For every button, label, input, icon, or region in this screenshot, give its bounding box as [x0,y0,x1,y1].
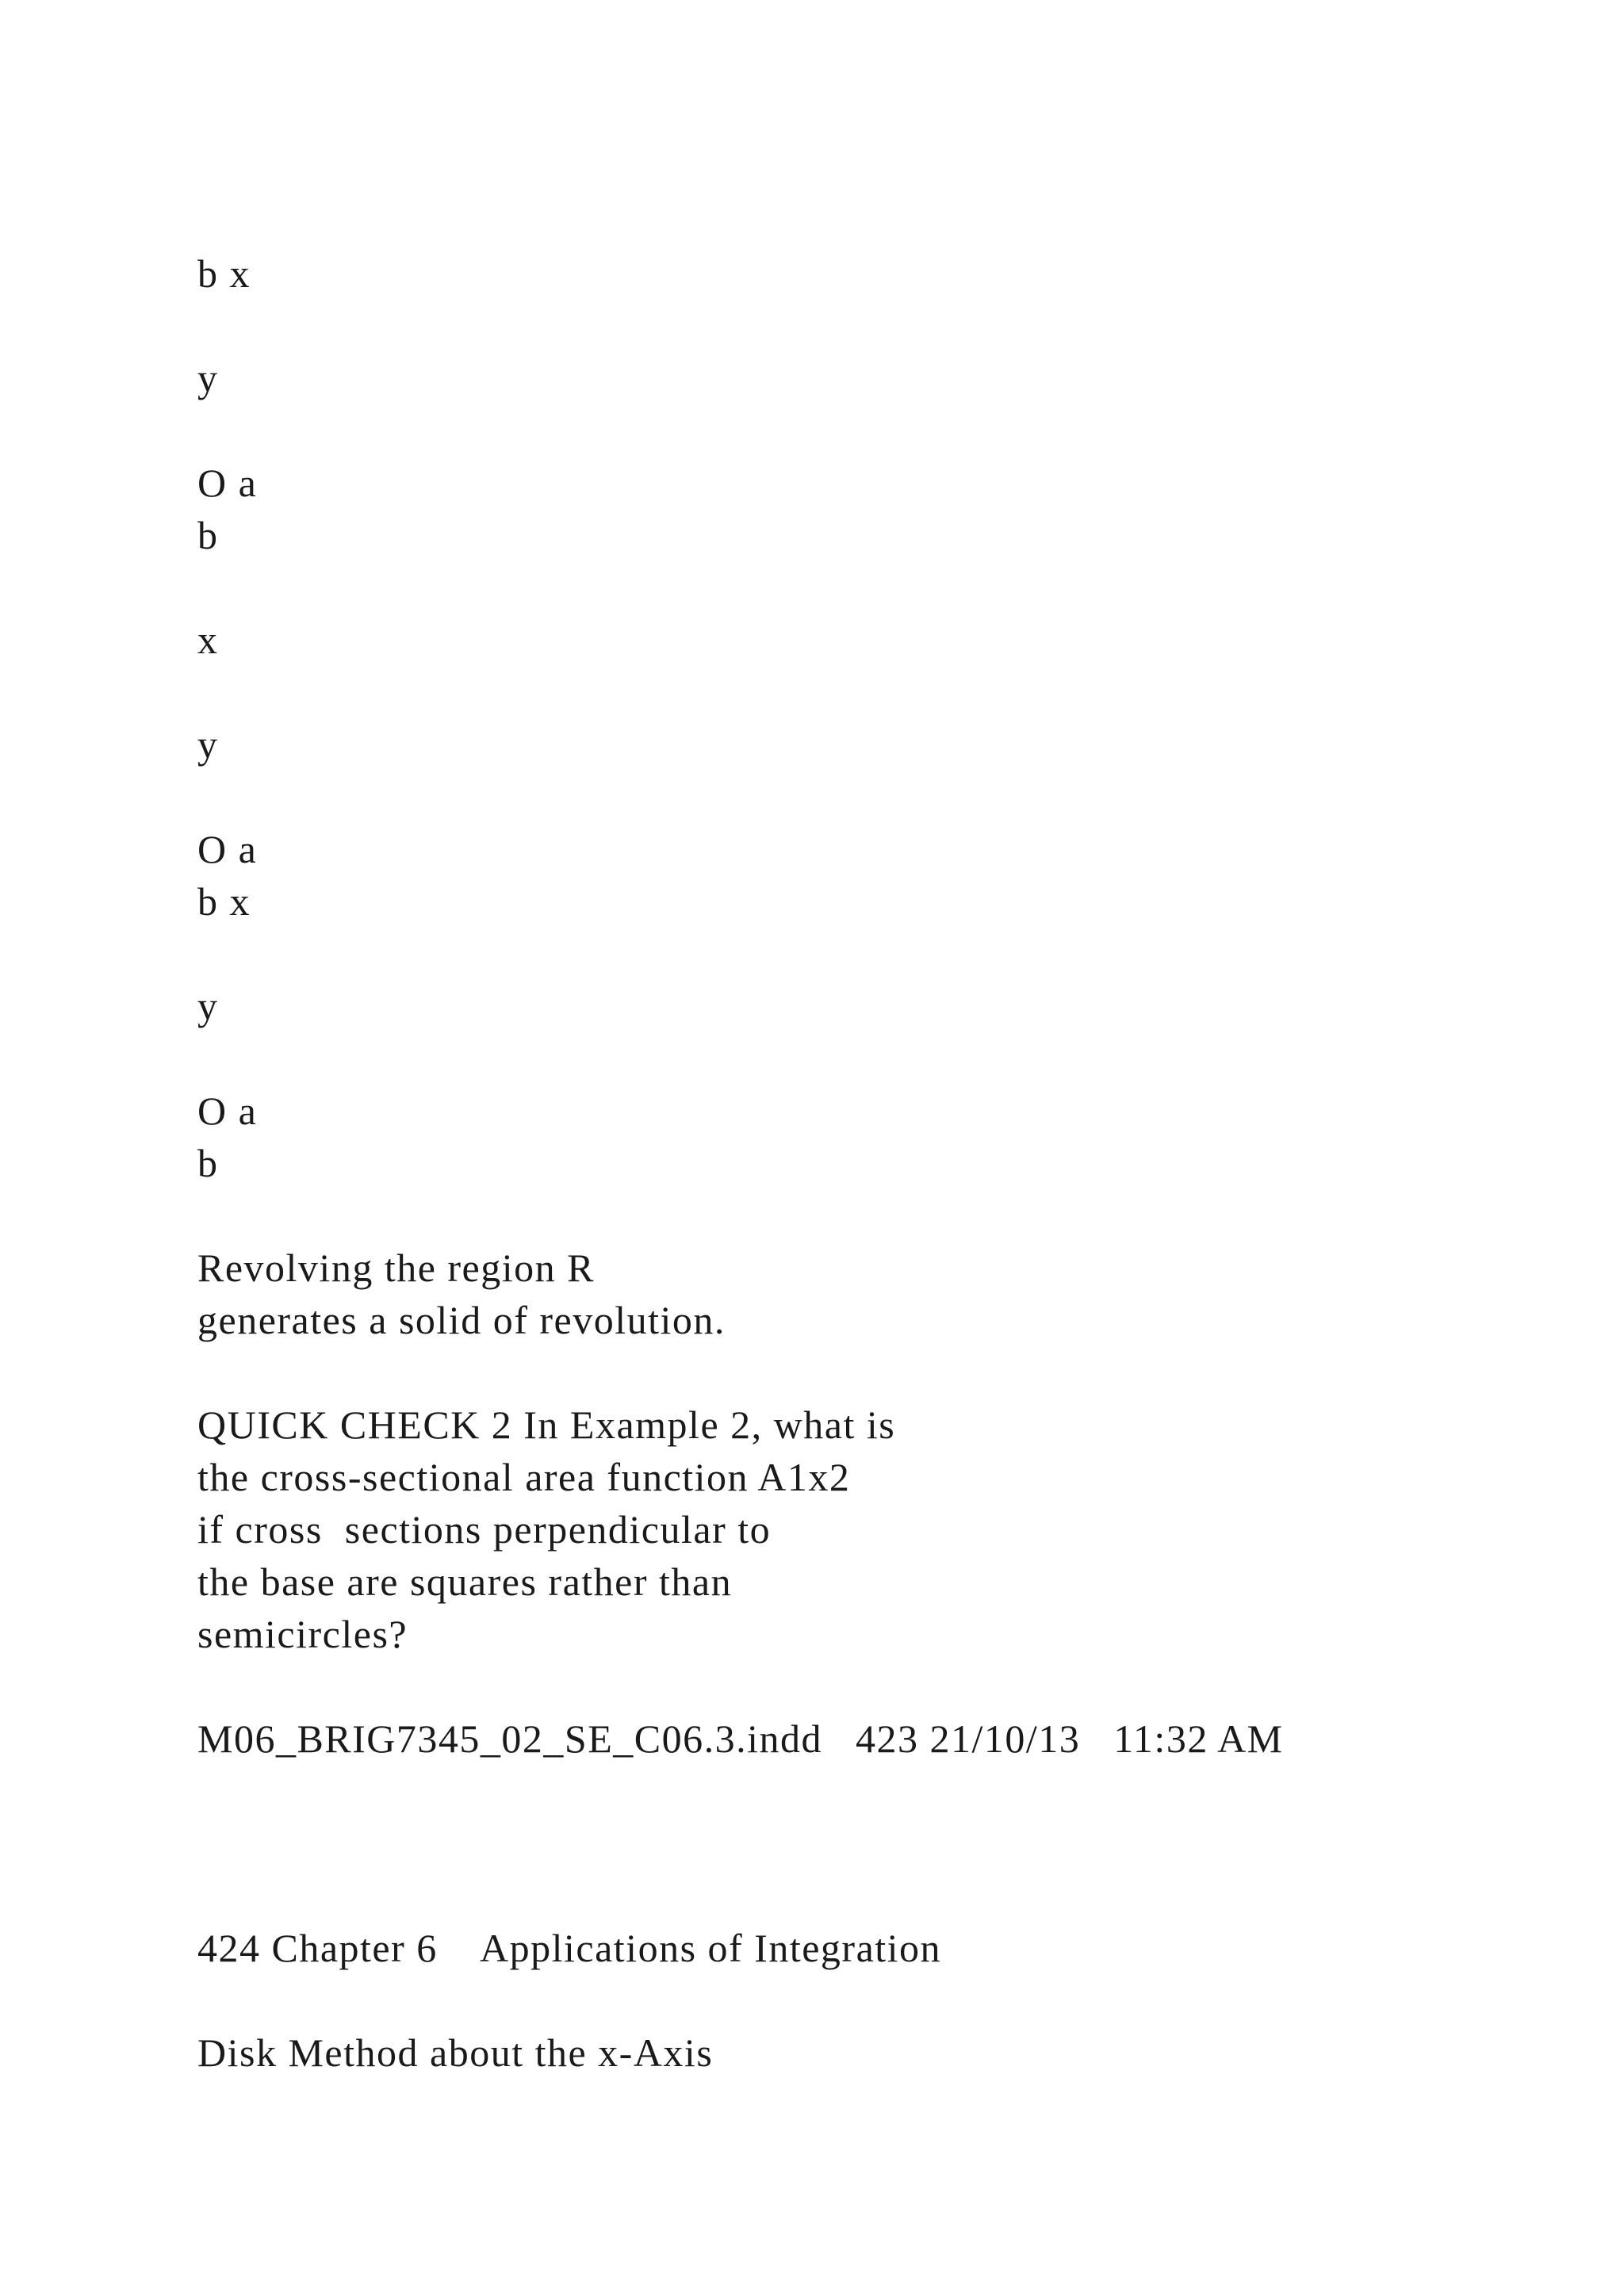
quick-check-text: if cross sections perpendicular to [197,1507,772,1552]
diagram-label-y: y [197,356,219,400]
figure-caption: Revolving the region R [197,1246,595,1290]
diagram-label-y: y [197,722,219,767]
section-heading: Disk Method about the x-Axis [197,2030,714,2075]
print-slug-footer: M06_BRIG7345_02_SE_C06.3.indd 423 21/10/13 11:32 AM [197,1716,1284,1761]
diagram-label-origin-a: O a [197,461,258,505]
quick-check-text: QUICK CHECK 2 In Example 2, what is [197,1402,896,1447]
diagram-label-x: x [197,618,219,662]
running-header: 424 Chapter 6 Applications of Integration [197,1926,942,1970]
diagram-label-origin-a: O a [197,827,258,871]
figure-caption: generates a solid of revolution. [197,1298,726,1342]
quick-check-text: semicircles? [197,1612,408,1656]
quick-check-text: the cross-sectional area function A1x2 [197,1455,851,1499]
diagram-label-y: y [197,984,219,1028]
diagram-label-origin-a: O a [197,1089,258,1133]
diagram-label-b-x: b x [197,879,251,924]
diagram-label-b: b [197,1141,219,1185]
quick-check-text: the base are squares rather than [197,1559,733,1604]
diagram-label-b-x: b x [197,251,251,296]
diagram-label-b: b [197,513,219,557]
